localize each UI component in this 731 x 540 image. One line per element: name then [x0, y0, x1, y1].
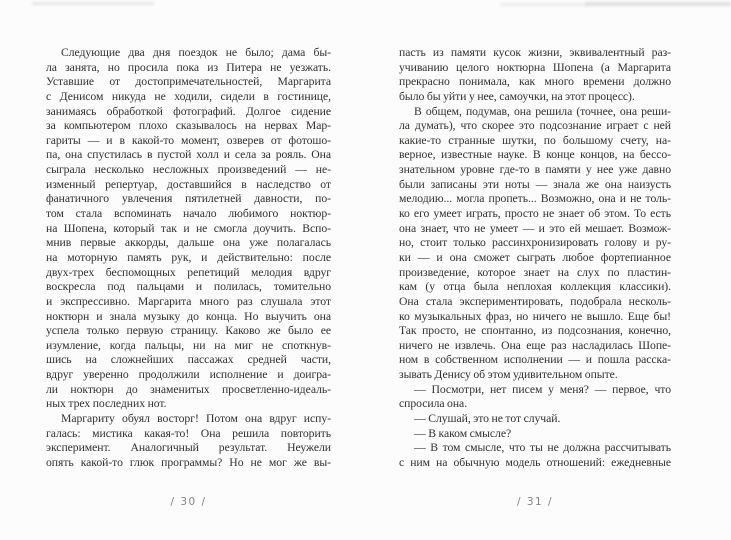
text-line: были записаны эти ноты — знала же она наизусть — [399, 177, 671, 191]
text-line: верное, известные науке. В конце концов, на бессо- — [399, 148, 671, 162]
text-line: В общем, подумав, она решила (точнее, она реши- — [414, 104, 671, 118]
text-line: эксперимент. Аналогичный результат. Неужели — [46, 441, 331, 455]
text-line: мелодию... могла пропеть... Возможно, она и не толь- — [399, 192, 671, 206]
left-page-number: / 30 / — [170, 496, 207, 508]
text-line: изменный репертуар, доставшийся в наследство от — [46, 177, 331, 191]
text-line: вдруг уверенно продолжили исполнение и доигра- — [46, 368, 331, 382]
text-line: Она стала экспериментировать, подобрала несколь- — [399, 294, 671, 308]
text-line: Следующие два дня поездок не было; дама бы- — [61, 46, 331, 59]
text-line: гариты — и в какой-то момент, озверев от фотошо- — [46, 133, 331, 147]
right-page — [365, 0, 731, 540]
right-page-text — [399, 46, 671, 471]
text-line: зывать Денису об этом удивительном опыте. — [399, 368, 618, 382]
text-line: ничего не извлечь. Она еще раз насладилась Шопе- — [399, 338, 671, 352]
text-line: на Шопена, который так и не смогла доучить. Вспо- — [46, 221, 331, 235]
text-line: занимаясь обработкой фотографий. Долгое сидение — [46, 104, 331, 118]
text-line: ли ноктюрн до знаменитых просветленно-идеаль- — [46, 382, 331, 396]
text-line: — В каком смысле? — [414, 426, 512, 440]
text-line: ных трех последних нот. — [46, 397, 167, 411]
text-line: воскресла под пальцами и полилась, томительно — [46, 280, 331, 294]
text-line: — Слушай, это не тот случай. — [414, 412, 561, 426]
text-line: па, она спустилась в пустой холл и села за рояль. Она — [46, 148, 331, 162]
text-line: пасть из памяти кусок жизни, эквивалентный раз- — [399, 46, 671, 59]
text-line: фанатичного увлечения пятилетней давности, по- — [46, 192, 331, 206]
text-line: сыграла несколько несложных произведений — не- — [46, 163, 331, 177]
text-line: какие-то странные шутки, по большому счету, на- — [399, 133, 671, 147]
text-line: ноктюрн и знала музыку до конца. Но выучить она — [46, 309, 331, 323]
text-line: ки — и она сможет сыграть любое фортепианное — [399, 250, 671, 264]
text-line: галась: мистика какая-то! Она решила повторить — [46, 426, 331, 440]
text-line: ном в собственном исполнении — и пошла расска- — [399, 353, 671, 367]
text-line: ла занята, но просила пока из Питера не уезжать. — [46, 60, 331, 74]
text-line: шись на сложнейших пассажах средней части, — [46, 353, 331, 367]
text-line: спросила она. — [399, 397, 468, 411]
text-line: опять какой-то глюк программы? Но не мог же вы- — [46, 455, 331, 469]
text-line: знательном уровне где-то в памяти у нее уже давно — [399, 163, 671, 177]
text-line: произведение, которое знает на слух по пластин- — [399, 265, 671, 279]
text-line: кам (у отца была неплохая коллекция классики). — [399, 280, 671, 294]
text-line: Так просто, не спонтанно, из подсознания, конечно, — [399, 324, 671, 338]
text-line: но, стоит только рассинхронизировать голову и ру- — [399, 236, 671, 250]
text-line: двух-трех беспомощных репетиций мелодия вдруг — [46, 265, 331, 279]
text-line: ко его умеет играть, просто не знает об этом. То есть — [399, 207, 671, 221]
text-line: с ним на обычную модель отношений: ежедневные — [399, 455, 671, 469]
text-line: учиванию целого ноктюрна Шопена (а Маргарита — [399, 60, 671, 74]
text-line: изумление, когда пальцы, ни на миг не споткнув- — [46, 338, 331, 352]
text-line: — Посмотри, нет писем у меня? — первое, что — [414, 382, 671, 396]
text-line: прекрасно понимала, как много времени должно — [399, 75, 671, 89]
text-line: — В том смысле, что ты не должна рассчитывать — [414, 441, 671, 455]
text-line: было бы уйти у нее, самоучки, на этот процесс). — [399, 89, 635, 103]
text-line: успела только первую страницу. Каково же было ее — [46, 324, 331, 338]
text-line: она знает, что не умеет — и это ей мешает. Возмож- — [399, 221, 671, 235]
text-line: за компьютером плохо сказывалось на нервах Мар- — [46, 119, 331, 133]
right-page-number: / 31 / — [516, 496, 554, 508]
text-line: на моторную память рук, и действительно: после — [46, 250, 331, 264]
text-line: Маргариту обуял восторг! Потом она вдруг испу- — [61, 412, 331, 426]
text-line: Уставшие от достопримечательностей, Маргарита — [46, 75, 331, 89]
text-line: ла думать), что скорее это подсознание играет с ней — [399, 119, 671, 133]
text-line: том стала вспоминать начало любимого ноктюр- — [46, 207, 331, 221]
text-line: и экспрессивно. Маргарита много раз слушала этот — [46, 294, 331, 308]
text-line: ко музыкальных фраз, но ничего не вышло. Еще бы! — [399, 309, 671, 323]
text-line: с Денисом никуда не ходили, сидели в гостинице, — [46, 89, 331, 103]
left-page-text — [46, 46, 331, 471]
text-line: мнив первые аккорды, дальше она уже полагалась — [46, 236, 331, 250]
left-page — [0, 0, 365, 540]
